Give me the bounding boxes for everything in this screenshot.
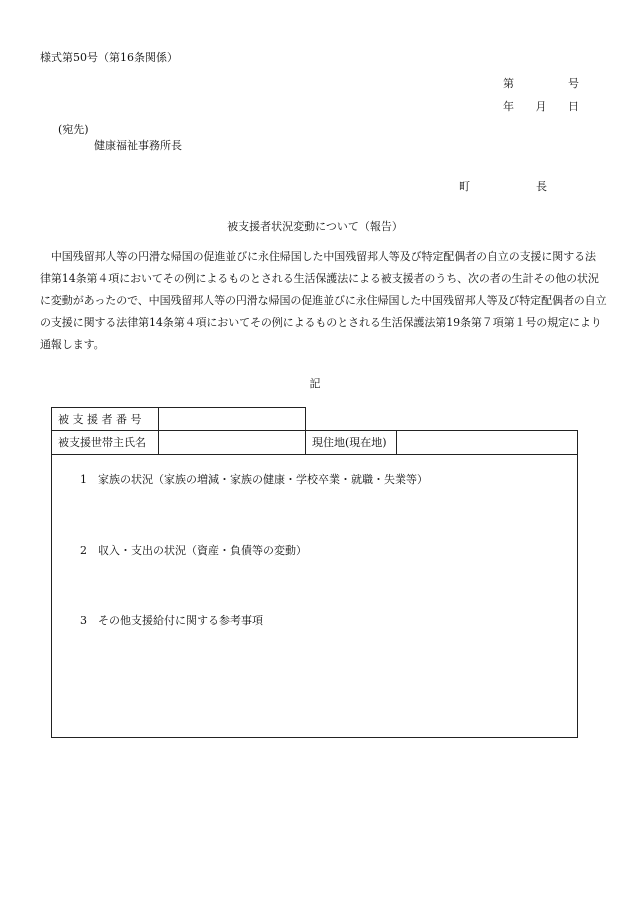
household-head-label-text: 被支援世帯主氏名 <box>58 436 146 449</box>
ki-heading: 記 <box>309 377 321 390</box>
sender-town: 町 <box>459 180 470 193</box>
body-line: 通報します。 <box>40 338 105 351</box>
sender-line <box>459 181 547 192</box>
report-body <box>40 246 607 356</box>
body-line: の支援に関する法律第14条第４項においてその例によるものとされる生活保護法第19条第７項第１号の規定により <box>40 316 602 329</box>
recipient-number-label <box>51 407 159 431</box>
sender-chief: 長 <box>536 180 547 193</box>
date-month-label: 月 <box>535 100 547 113</box>
date-year-label: 年 <box>503 100 514 113</box>
document-title: 被支援者状況変動について（報告） <box>227 220 403 233</box>
item-family-status: 1 家族の状況（家族の増減・家族の健康・学校卒業・就職・失業等） <box>80 473 428 486</box>
addressee-name: 健康福祉事務所長 <box>94 139 182 152</box>
current-address-label <box>305 430 397 455</box>
date-day-label: 日 <box>568 100 579 113</box>
details-box[interactable] <box>51 454 578 738</box>
household-head-label <box>51 430 159 455</box>
recipient-number-label-text: 被 支 援 者 番 号 <box>58 412 142 426</box>
current-address-field[interactable] <box>396 430 578 455</box>
current-address-label-text: 現住地(現在地) <box>312 436 387 449</box>
addressee-label: (宛先) <box>58 123 89 136</box>
household-head-field[interactable] <box>158 430 306 455</box>
item-income-expense: 2 収入・支出の状況（資産・負債等の変動） <box>80 544 307 557</box>
body-line: に変動があったので、中国残留邦人等の円滑な帰国の促進並びに永住帰国した中国残留邦人等及び特定配偶者の自立 <box>40 294 607 307</box>
issue-number-suffix: 号 <box>568 77 579 90</box>
issue-number-prefix: 第 <box>503 77 514 90</box>
body-line: 律第14条第４項においてその例によるものとされる生活保護法による被支援者のうち、次の者の生計その他の状況 <box>40 272 599 285</box>
issue-date-line <box>503 101 579 112</box>
issue-number-line <box>503 78 579 89</box>
form-number: 様式第50号（第16条関係） <box>40 51 178 64</box>
body-line: 中国残留邦人等の円滑な帰国の促進並びに永住帰国した中国残留邦人等及び特定配偶者の自立の支援に関する法 <box>40 250 596 263</box>
item-other-notes: 3 その他支援給付に関する参考事項 <box>80 614 263 627</box>
recipient-number-field[interactable] <box>158 407 306 431</box>
